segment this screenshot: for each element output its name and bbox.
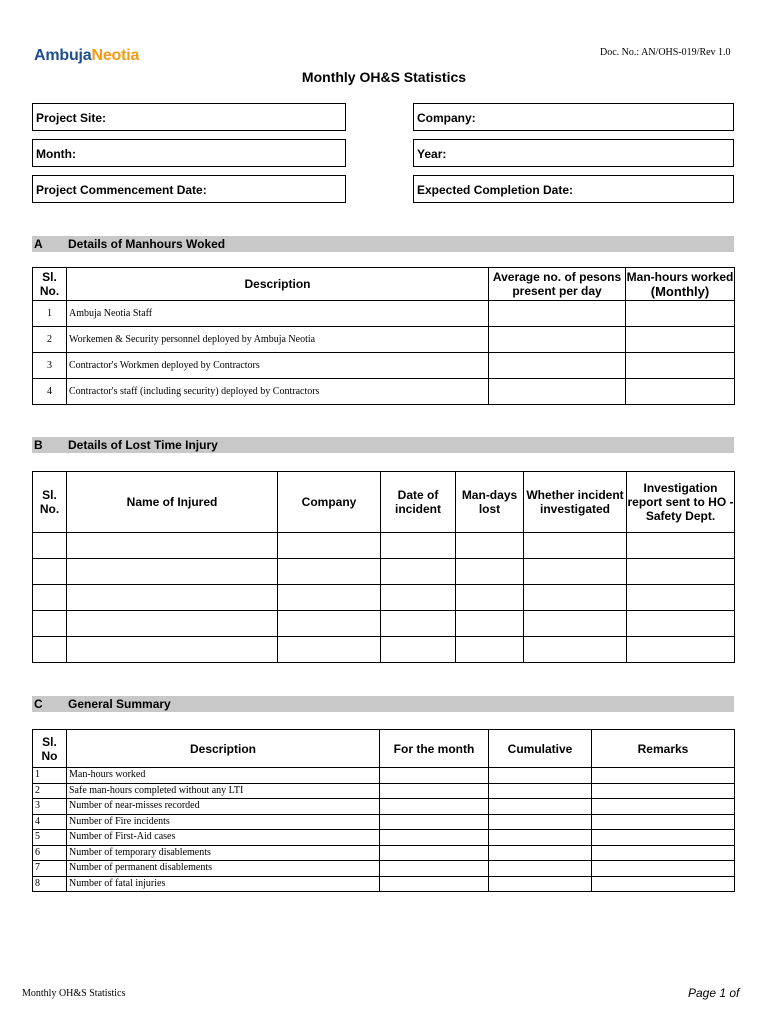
input-cell[interactable]	[456, 637, 524, 663]
input-cell[interactable]	[67, 533, 278, 559]
col-description: Description	[67, 268, 489, 301]
col-name-of-injured: Name of Injured	[67, 472, 278, 533]
input-cell[interactable]	[456, 533, 524, 559]
input-cell[interactable]	[33, 559, 67, 585]
table-row: 3 Contractor's Workmen deployed by Contractors	[33, 353, 735, 379]
footer-title: Monthly OH&S Statistics	[22, 988, 126, 999]
table-row	[33, 559, 735, 585]
input-cell[interactable]	[67, 611, 278, 637]
input-cell[interactable]	[626, 301, 735, 327]
table-row: 7 Number of permanent disablements	[33, 861, 735, 877]
input-cell[interactable]	[380, 768, 489, 784]
completion-date-field[interactable]: Expected Completion Date:	[413, 175, 734, 203]
input-cell[interactable]	[592, 814, 735, 830]
general-summary-table	[32, 729, 735, 892]
col-man-days-lost: Man-days lost	[456, 472, 524, 533]
section-c-header: C General Summary	[32, 696, 734, 712]
col-man-hours: Man-hours worked (Monthly)	[626, 269, 734, 299]
table-row: 4 Number of Fire incidents	[33, 814, 735, 830]
input-cell[interactable]	[524, 611, 627, 637]
input-cell[interactable]	[456, 611, 524, 637]
input-cell[interactable]	[524, 585, 627, 611]
input-cell[interactable]	[489, 876, 592, 892]
table-row: 2 Workemen & Security personnel deployed by Ambuja Neotia	[33, 327, 735, 353]
col-sl-no: Sl. No	[33, 730, 67, 768]
table-row: 4 Contractor's staff (including security) deployed by Contractors	[33, 379, 735, 405]
input-cell[interactable]	[380, 876, 489, 892]
input-cell[interactable]	[380, 861, 489, 877]
table-row	[33, 611, 735, 637]
input-cell[interactable]	[33, 637, 67, 663]
input-cell[interactable]	[524, 559, 627, 585]
col-sl-no: Sl. No.	[33, 268, 67, 301]
input-cell[interactable]	[489, 783, 592, 799]
company-field[interactable]: Company:	[413, 103, 734, 131]
input-cell[interactable]	[456, 585, 524, 611]
input-cell[interactable]	[489, 845, 592, 861]
input-cell[interactable]	[592, 830, 735, 846]
section-a-header: A Details of Manhours Woked	[32, 236, 734, 252]
page-number: Page 1 of	[688, 986, 740, 1000]
input-cell[interactable]	[627, 533, 735, 559]
table-row: 1 Ambuja Neotia Staff	[33, 301, 735, 327]
input-cell[interactable]	[489, 301, 626, 327]
input-cell[interactable]	[626, 379, 735, 405]
input-cell[interactable]	[592, 768, 735, 784]
input-cell[interactable]	[524, 533, 627, 559]
lost-time-injury-table	[32, 471, 735, 663]
input-cell[interactable]	[626, 353, 735, 379]
input-cell[interactable]	[592, 799, 735, 815]
input-cell[interactable]	[381, 559, 456, 585]
input-cell[interactable]	[380, 783, 489, 799]
input-cell[interactable]	[33, 533, 67, 559]
input-cell[interactable]	[627, 637, 735, 663]
input-cell[interactable]	[380, 799, 489, 815]
input-cell[interactable]	[67, 559, 278, 585]
input-cell[interactable]	[33, 585, 67, 611]
table-row	[33, 533, 735, 559]
input-cell[interactable]	[67, 637, 278, 663]
col-investigated: Whether incident investigated	[524, 472, 627, 533]
project-site-field[interactable]: Project Site:	[32, 103, 346, 131]
input-cell[interactable]	[456, 559, 524, 585]
col-average-persons: Average no. of pesons present per day	[489, 268, 626, 301]
input-cell[interactable]	[627, 559, 735, 585]
document-number: Doc. No.: AN/OHS-019/Rev 1.0	[600, 47, 731, 58]
col-remarks: Remarks	[592, 730, 735, 768]
input-cell[interactable]	[381, 637, 456, 663]
col-company: Company	[278, 472, 381, 533]
table-row: 5 Number of First-Aid cases	[33, 830, 735, 846]
input-cell[interactable]	[489, 861, 592, 877]
input-cell[interactable]	[626, 327, 735, 353]
col-cumulative: Cumulative	[489, 730, 592, 768]
input-cell[interactable]	[489, 768, 592, 784]
input-cell[interactable]	[489, 799, 592, 815]
input-cell[interactable]	[380, 814, 489, 830]
col-date-of-incident: Date of incident	[381, 472, 456, 533]
input-cell[interactable]	[278, 611, 381, 637]
input-cell[interactable]	[278, 533, 381, 559]
input-cell[interactable]	[33, 611, 67, 637]
table-row: 2 Safe man-hours completed without any LTI	[33, 783, 735, 799]
input-cell[interactable]	[592, 861, 735, 877]
commencement-date-field[interactable]: Project Commencement Date:	[32, 175, 346, 203]
input-cell[interactable]	[278, 559, 381, 585]
table-row: 1 Man-hours worked	[33, 768, 735, 784]
input-cell[interactable]	[627, 611, 735, 637]
input-cell[interactable]	[380, 845, 489, 861]
col-sl-no: Sl. No.	[33, 472, 67, 533]
month-field[interactable]: Month:	[32, 139, 346, 167]
input-cell[interactable]	[381, 533, 456, 559]
manhours-table	[32, 267, 735, 405]
section-b-header: B Details of Lost Time Injury	[32, 437, 734, 453]
col-investigation-report: Investigation report sent to HO - Safety Dept.	[627, 472, 735, 533]
input-cell[interactable]	[489, 353, 626, 379]
table-row	[33, 585, 735, 611]
input-cell[interactable]	[67, 585, 278, 611]
table-row: 6 Number of temporary disablements	[33, 845, 735, 861]
input-cell[interactable]	[381, 585, 456, 611]
input-cell[interactable]	[278, 637, 381, 663]
input-cell[interactable]	[524, 637, 627, 663]
company-logo: AmbujaNeotia	[34, 47, 140, 64]
input-cell[interactable]	[489, 379, 626, 405]
input-cell[interactable]	[489, 327, 626, 353]
year-field[interactable]: Year:	[413, 139, 734, 167]
table-row: 8 Number of fatal injuries	[33, 876, 735, 892]
input-cell[interactable]	[381, 611, 456, 637]
input-cell[interactable]	[592, 845, 735, 861]
table-row	[33, 637, 735, 663]
table-row: 3 Number of near-misses recorded	[33, 799, 735, 815]
col-description: Description	[67, 730, 380, 768]
input-cell[interactable]	[592, 876, 735, 892]
input-cell[interactable]	[278, 585, 381, 611]
input-cell[interactable]	[592, 783, 735, 799]
input-cell[interactable]	[380, 830, 489, 846]
page-title: Monthly OH&S Statistics	[301, 69, 467, 85]
input-cell[interactable]	[489, 830, 592, 846]
col-for-the-month: For the month	[380, 730, 489, 768]
input-cell[interactable]	[627, 585, 735, 611]
input-cell[interactable]	[489, 814, 592, 830]
